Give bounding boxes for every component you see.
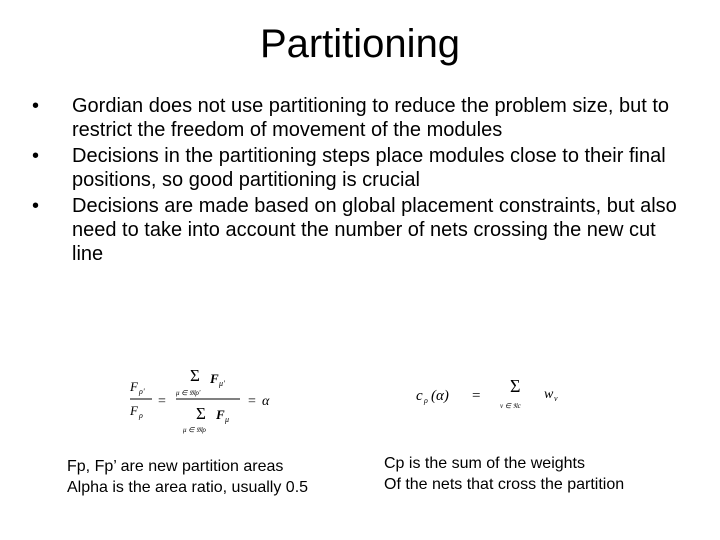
bullet-item <box>30 194 690 266</box>
bullet-text: Decisions in the partitioning steps place modules close to their final positions, so good partitioning is crucial <box>72 145 666 191</box>
area-caption <box>67 456 308 498</box>
bullet-text: Decisions are made based on global placement constraints, but also need to take into account the number of nets crossing the new cut line <box>72 195 677 265</box>
formula-sum-top-term: F <box>210 371 219 386</box>
area-ratio-formula <box>128 365 288 435</box>
formula-c-symbol: c <box>416 388 423 404</box>
formula-c-arg: (α) <box>431 388 449 404</box>
bullet-list <box>30 94 690 268</box>
formula-den-symbol: F <box>130 403 138 418</box>
formula-sum-bottom-term: F <box>216 407 225 422</box>
formula-alpha: α <box>262 394 270 409</box>
formula-equals: = <box>472 388 481 404</box>
formula-equals: = <box>158 394 166 409</box>
bullet-marker: • <box>32 95 40 117</box>
cost-caption <box>384 453 624 495</box>
formula-sum-bottom: Σ <box>196 404 206 423</box>
formula-sum-bottom-index: μ ∈ 𝔐ρ <box>183 426 206 434</box>
formula-den-sub: ρ <box>139 411 143 420</box>
caption-line: Cp is the sum of the weights <box>384 455 585 472</box>
formula-sum-top-sub: μ' <box>219 379 225 388</box>
formula-sum-index: ν ∈ 𝔑c <box>500 402 521 410</box>
formula-c-sub: ρ <box>424 396 428 405</box>
caption-line: Fp, Fp’ are new partition areas <box>67 458 284 475</box>
formula-equals-2: = <box>248 394 256 409</box>
bullet-marker: • <box>32 145 40 167</box>
slide-title: Partitioning <box>259 22 461 66</box>
formula-w-sub: ν <box>554 394 558 403</box>
formula-num-sub: ρ' <box>139 387 145 396</box>
bullet-marker: • <box>32 195 40 217</box>
cut-cost-formula <box>414 376 574 416</box>
formula-w-symbol: w <box>544 387 554 402</box>
caption-line: Alpha is the area ratio, usually 0.5 <box>67 479 309 496</box>
formula-sum-top-index: μ ∈ 𝔐ρ' <box>176 389 201 397</box>
bullet-item <box>30 94 690 142</box>
formula-sum: Σ <box>510 376 521 396</box>
bullet-item <box>30 144 690 192</box>
caption-line: Of the nets that cross the partition <box>384 476 625 493</box>
formula-num-symbol: F <box>130 379 138 394</box>
formula-sum-bottom-sub: μ <box>225 415 230 424</box>
formula-sum-top: Σ <box>190 366 200 385</box>
bullet-text: Gordian does not use partitioning to reduce the problem size, but to restrict the freedom of movement of the modules <box>72 95 670 141</box>
